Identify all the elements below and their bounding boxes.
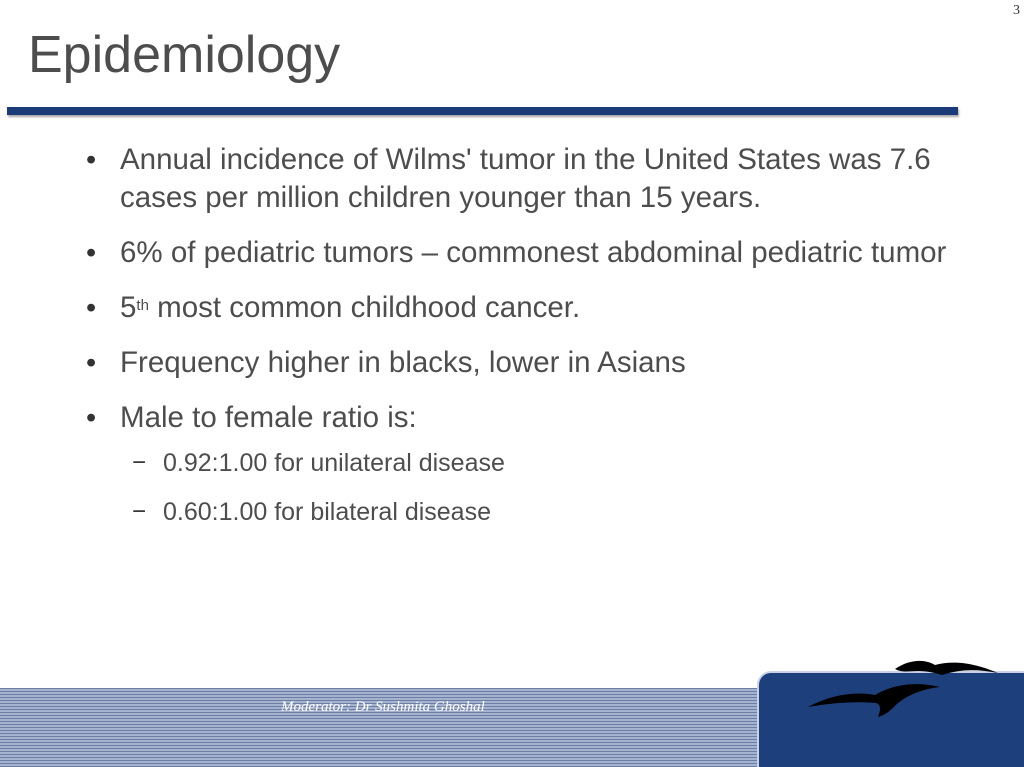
sub-bullet-item [86, 497, 966, 527]
bullet-item [86, 234, 966, 272]
bullet-marker: • [86, 237, 97, 269]
sub-bullet-marker: − [132, 498, 147, 525]
bullet-item [86, 289, 966, 327]
title-divider [7, 107, 958, 115]
sub-bullet-item [86, 448, 966, 478]
bullet-marker: • [86, 402, 97, 434]
footer-moderator: Moderator: Dr Sushmita Ghoshal [281, 699, 485, 715]
bullet-text: Annual incidence of Wilms' tumor in the United States was 7.6 cases per million children younger than 15 years. [120, 143, 931, 214]
sub-bullet-text: 0.92:1.00 for unilateral disease [163, 449, 505, 477]
ordinal-superscript: th [136, 297, 149, 314]
bullet-item [86, 344, 966, 382]
slide-title: Epidemiology [28, 26, 341, 84]
bullet-text-prefix: 5 [120, 291, 137, 324]
bullet-text: most common childhood cancer. [148, 291, 581, 324]
bullet-text: 6% of pediatric tumors – commonest abdominal pediatric tumor [120, 236, 947, 269]
bullet-marker: • [86, 347, 97, 379]
bullet-text: Male to female ratio is: [120, 401, 417, 434]
sub-bullet-list [86, 448, 966, 527]
bullet-text: Frequency higher in blacks, lower in Asians [120, 346, 686, 379]
bullet-marker: • [86, 292, 97, 324]
birds-logo-icon [800, 655, 1010, 725]
bullet-item [86, 141, 966, 217]
bullet-marker: • [86, 144, 97, 176]
page-number: 3 [1013, 3, 1020, 18]
bullet-list [86, 141, 966, 546]
bullet-item [86, 399, 966, 437]
sub-bullet-marker: − [132, 449, 147, 476]
sub-bullet-text: 0.60:1.00 for bilateral disease [163, 498, 491, 526]
